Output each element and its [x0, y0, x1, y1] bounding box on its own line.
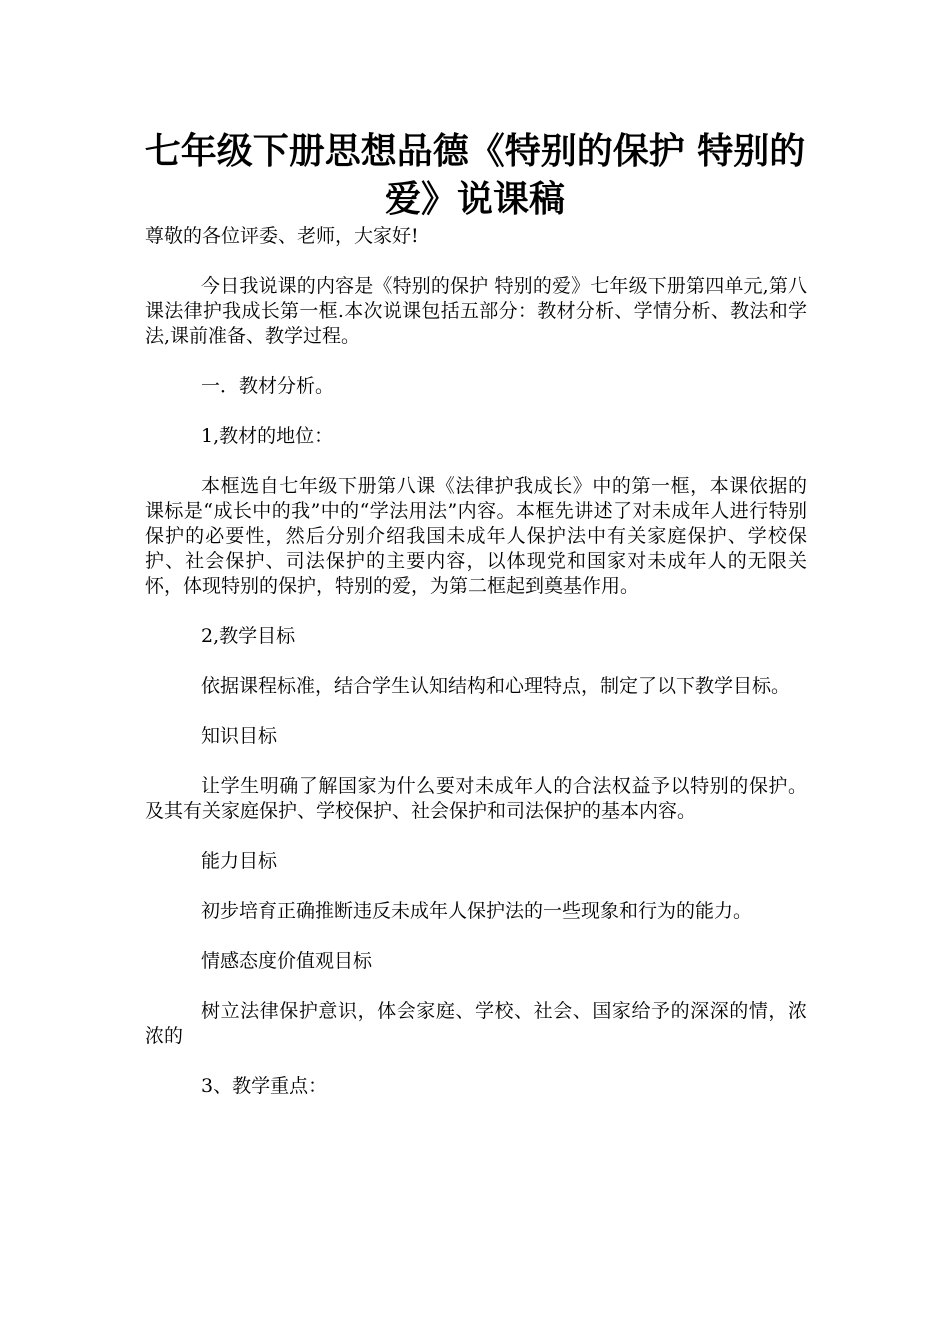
subheading-ability-goal: 能力目标 — [201, 850, 278, 872]
ability-goal-paragraph: 初步培育正确推断违反未成年人保护法的一些现象和行为的能力。 — [201, 900, 753, 922]
subheading-teaching-goals: 2,教学目标 — [201, 625, 296, 647]
teaching-goals-paragraph: 依据课程标准，结合学生认知结构和心理特点，制定了以下教学目标。 — [201, 675, 791, 697]
greeting-paragraph: 尊敬的各位评委、老师，大家好! — [145, 225, 419, 247]
subheading-values-goal: 情感态度价值观目标 — [201, 950, 373, 972]
textbook-position-paragraph: 本框选自七年级下册第八课《法律护我成长》中的第一框，本课依据的课标是“成长中的我”中的“学法用法”内容。本框先讲述了对未成年人进行特别保护的必要性，然后分别介绍我国未成年人保护法中有关家庭保护、学校保护、社会保护、司法保护的主要内容，以体现党和国家对未成年人的无限关怀，体现特别的保护，特别的爱，为第二框起到奠基作用。 — [145, 475, 807, 597]
section-heading-textbook-analysis: 一．教材分析。 — [201, 375, 335, 397]
intro-paragraph: 今日我说课的内容是《特别的保护 特别的爱》七年级下册第四单元,第八课法律护我成长第一框.本次说课包括五部分：教材分析、学情分析、教法和学法,课前准备、教学过程。 — [145, 275, 807, 347]
subheading-teaching-focus: 3、教学重点： — [201, 1075, 328, 1097]
document-body — [145, 224, 807, 1124]
values-goal-paragraph: 树立法律保护意识，体会家庭、学校、社会、国家给予的深深的情，浓浓的 — [145, 1000, 807, 1047]
subheading-textbook-position: 1,教材的地位： — [201, 425, 334, 447]
knowledge-goal-paragraph: 让学生明确了解国家为什么要对未成年人的合法权益予以特别的保护。及其有关家庭保护、学校保护、社会保护和司法保护的基本内容。 — [145, 775, 807, 822]
document-title: 七年级下册思想品德《特别的保护 特别的爱》说课稿 — [144, 130, 806, 220]
subheading-knowledge-goal: 知识目标 — [201, 725, 278, 747]
